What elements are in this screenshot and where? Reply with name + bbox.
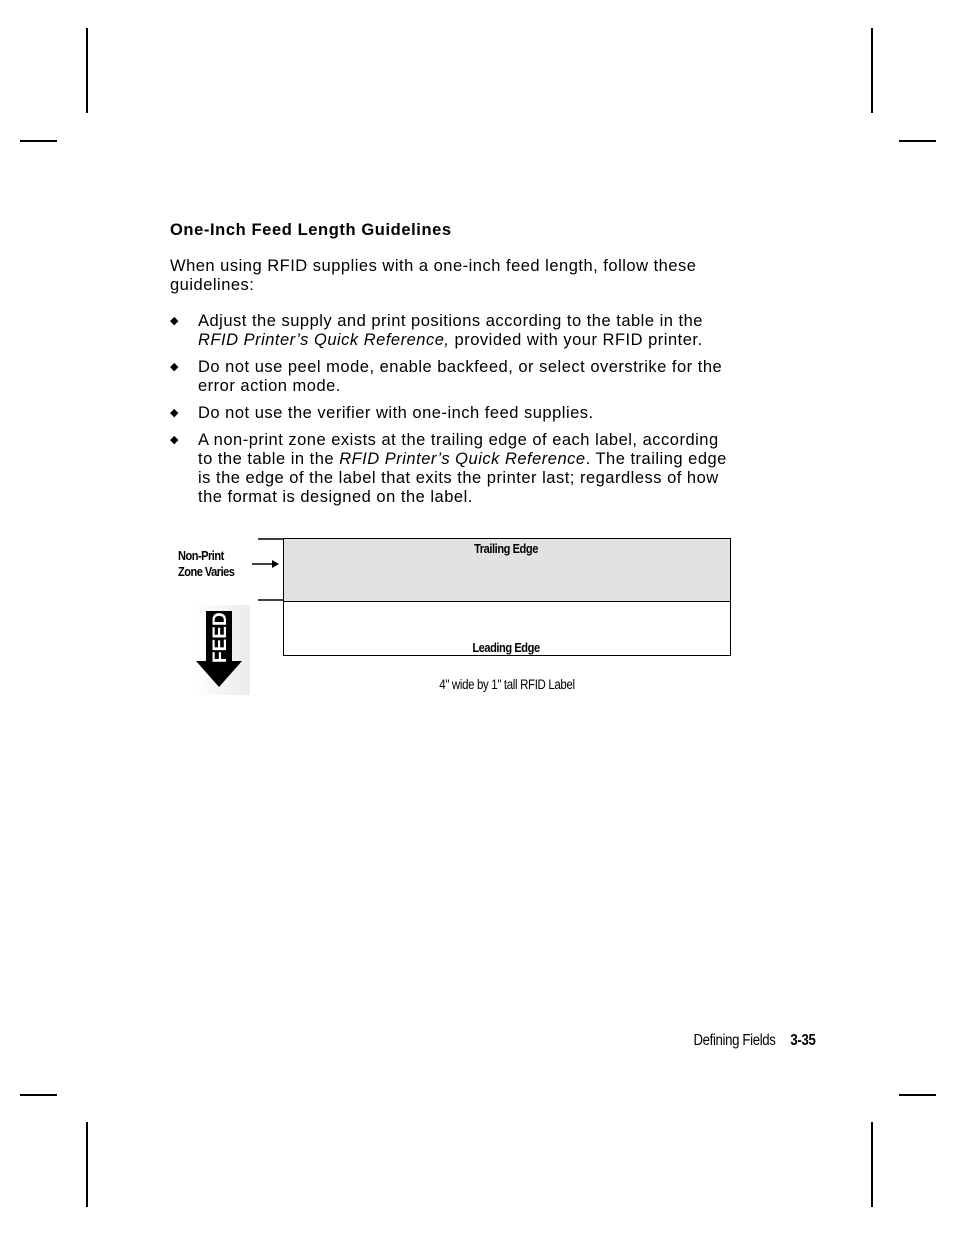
crop-mark-bottom-right-vertical bbox=[871, 1122, 873, 1207]
bullet-text-continued: provided with your RFID printer. bbox=[449, 331, 703, 349]
bullet-text: A non-print zone exists at the trailing edge of each label, according to the table in the bbox=[198, 431, 719, 468]
feed-arrow-icon bbox=[192, 605, 250, 695]
crop-mark-top-right-horizontal bbox=[899, 140, 936, 142]
bullet-text: Do not use the verifier with one-inch feed supplies. bbox=[198, 404, 594, 422]
crop-mark-bottom-left-vertical bbox=[86, 1122, 88, 1207]
diamond-bullet-icon: ◆ bbox=[170, 407, 179, 419]
crop-mark-bottom-right-horizontal bbox=[899, 1094, 936, 1096]
bullet-italic-reference: RFID Printer’s Quick Reference bbox=[339, 450, 586, 468]
non-print-zone-label bbox=[178, 548, 234, 580]
bullet-text: Adjust the supply and print positions according to the table in the bbox=[198, 312, 703, 330]
list-item bbox=[170, 358, 730, 396]
zone-bracket-icon bbox=[250, 536, 286, 604]
leading-edge-label: Leading Edge bbox=[472, 640, 540, 655]
trailing-edge-label: Trailing Edge bbox=[474, 541, 538, 556]
zone-label-line1: Non-Print bbox=[178, 548, 224, 563]
section-heading: One-Inch Feed Length Guidelines bbox=[170, 221, 452, 239]
list-item bbox=[170, 404, 730, 423]
list-item bbox=[170, 312, 730, 350]
footer-section-title: Defining Fields bbox=[693, 1032, 776, 1049]
diamond-bullet-icon: ◆ bbox=[170, 315, 179, 327]
crop-mark-top-left-vertical bbox=[86, 28, 88, 113]
intro-paragraph: When using RFID supplies with a one-inch feed length, follow these guidelines: bbox=[170, 257, 697, 294]
bullet-text: Do not use peel mode, enable backfeed, or select overstrike for the error action mode. bbox=[198, 358, 723, 395]
label-caption: 4" wide by 1" tall RFID Label bbox=[439, 677, 575, 692]
crop-mark-top-left-horizontal bbox=[20, 140, 57, 142]
bullet-italic-reference: RFID Printer’s Quick Reference, bbox=[198, 331, 450, 349]
crop-mark-bottom-left-horizontal bbox=[20, 1094, 57, 1096]
bullet-text-continued: . The trailing edge is the edge of the label that exits the printer last; regardless of how the format is designed on the label. bbox=[198, 450, 727, 506]
page-footer bbox=[640, 1032, 815, 1050]
zone-label-line2: Zone Varies bbox=[178, 564, 235, 579]
feed-text: FEED bbox=[210, 612, 231, 663]
list-item bbox=[170, 431, 730, 507]
diamond-bullet-icon: ◆ bbox=[170, 434, 179, 446]
guidelines-list bbox=[170, 312, 730, 515]
page-number: 3-35 bbox=[789, 1032, 815, 1049]
crop-mark-top-right-vertical bbox=[871, 28, 873, 113]
diamond-bullet-icon: ◆ bbox=[170, 361, 179, 373]
